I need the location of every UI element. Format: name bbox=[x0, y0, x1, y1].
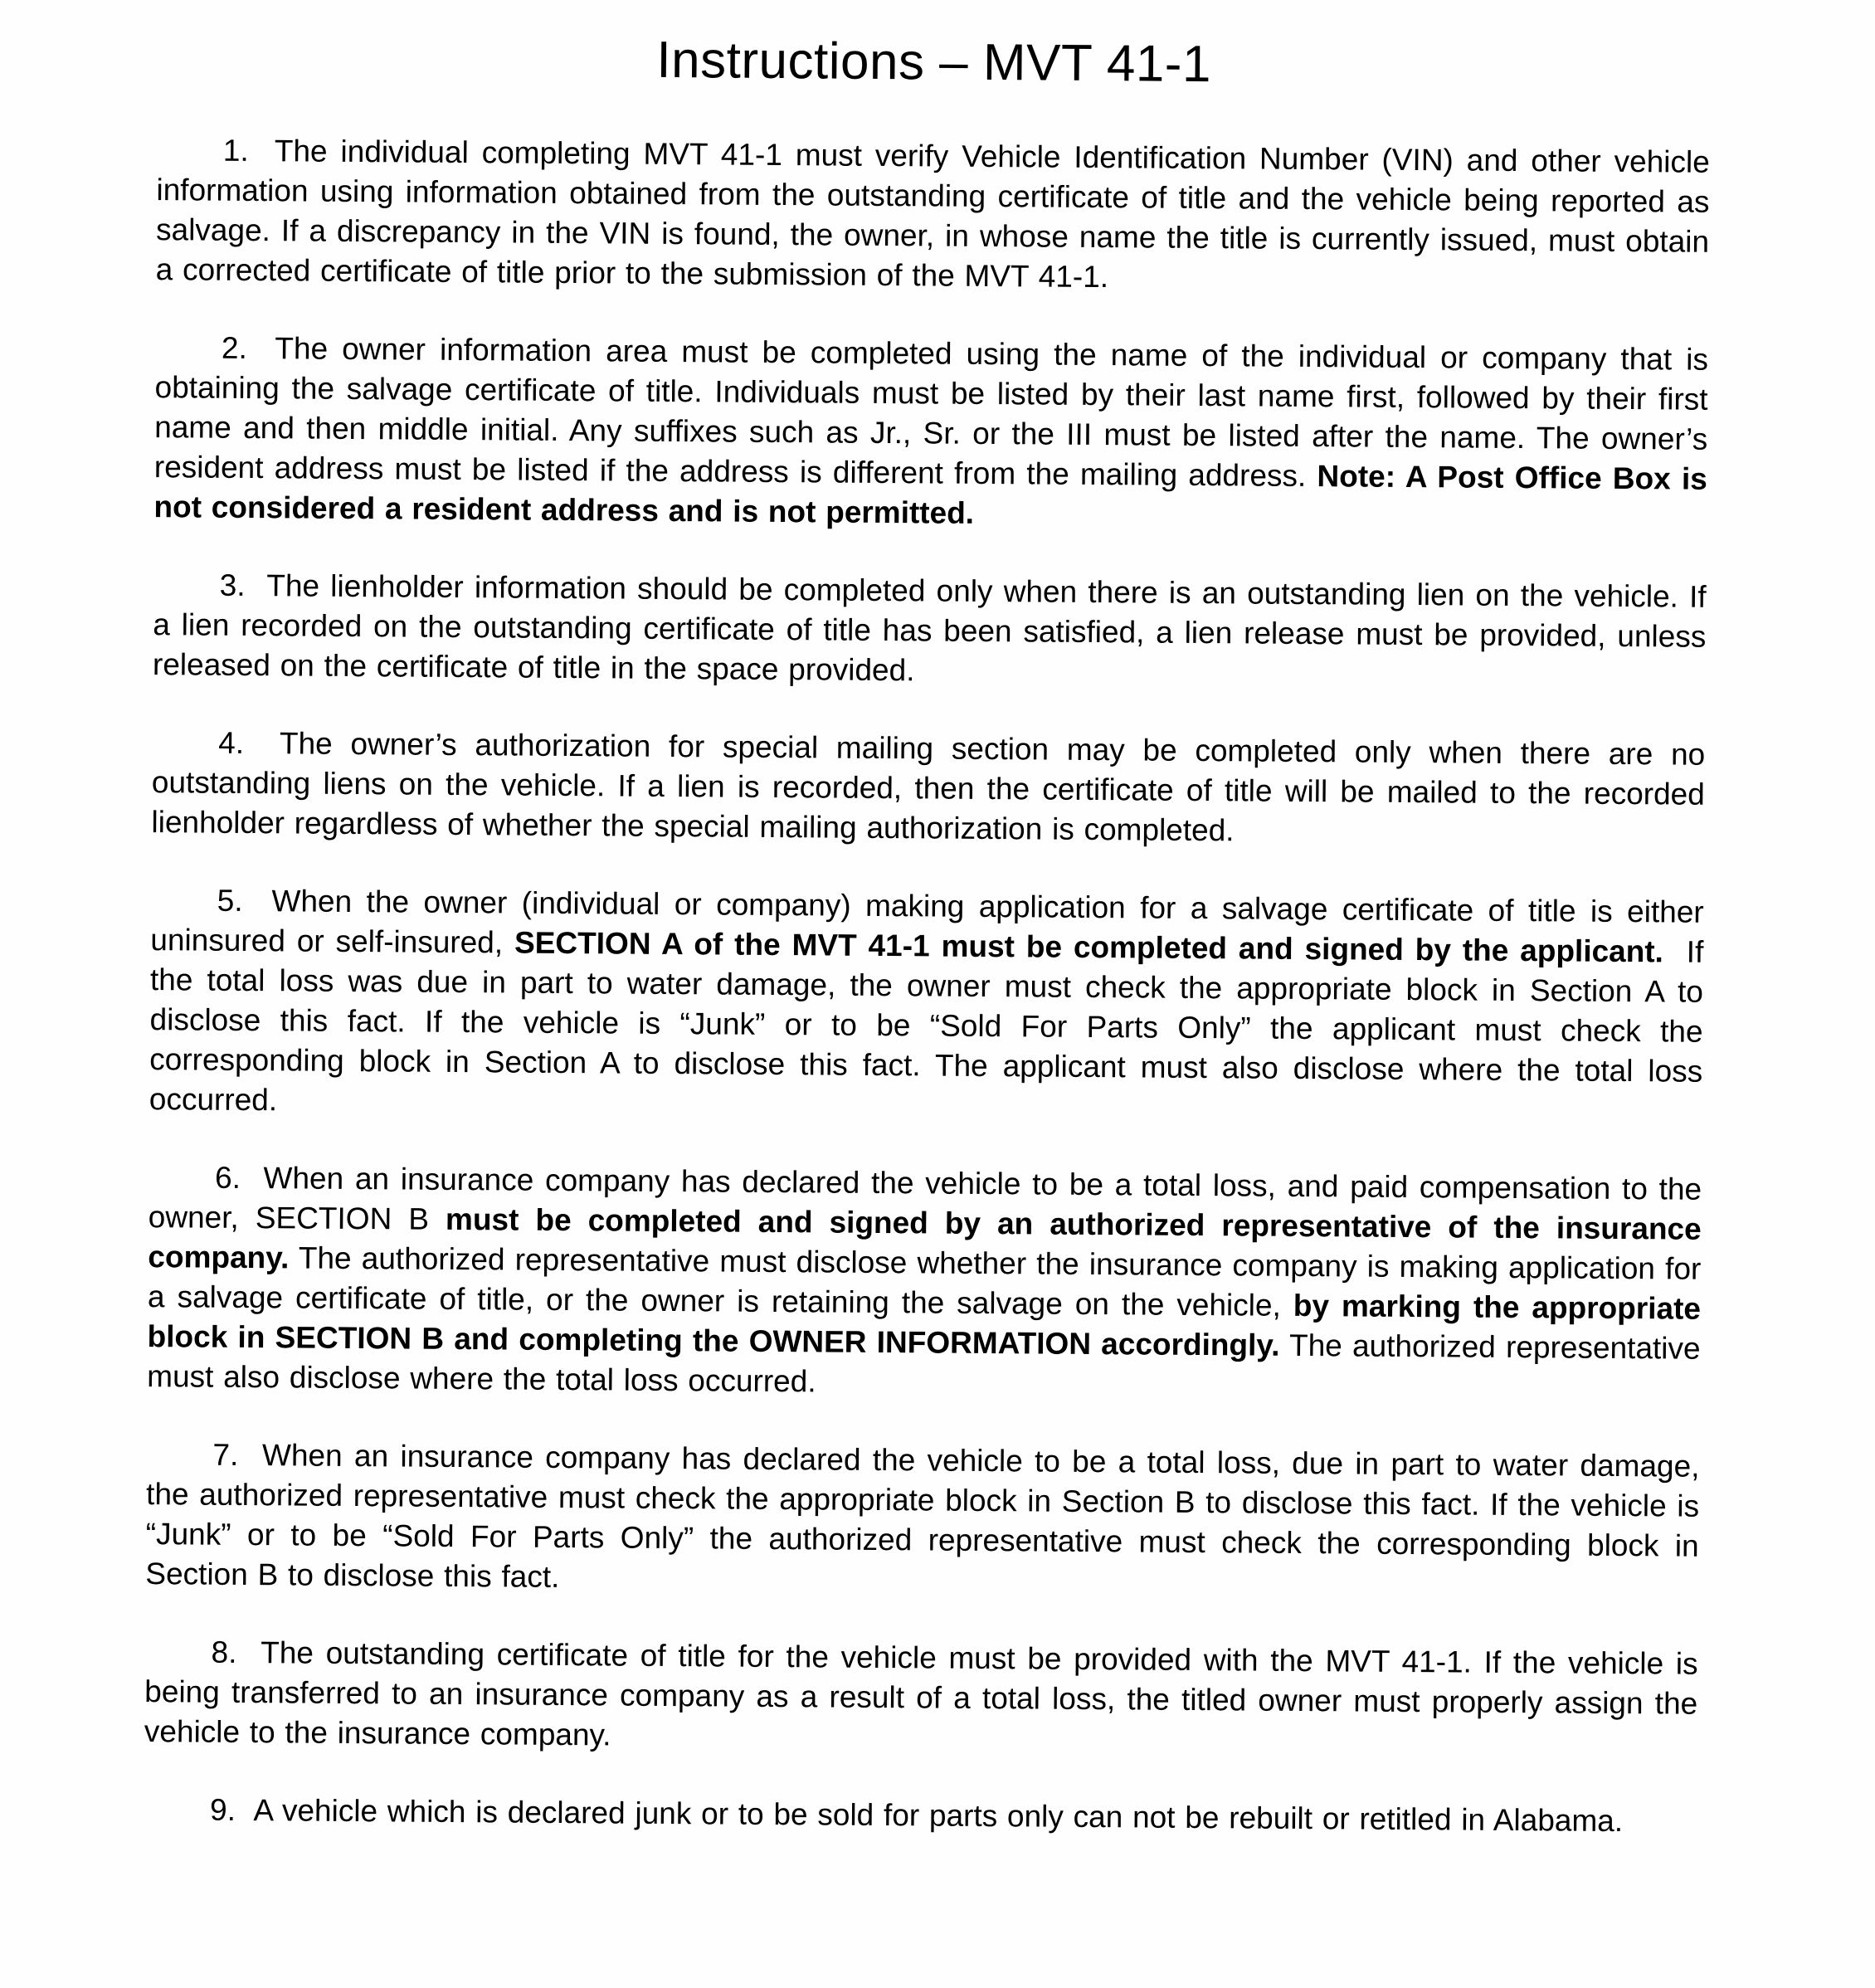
bold-text-run: by marking the appropriate block in SECTION B and completing the OWNER INFORMATION accordingly. bbox=[147, 1288, 1702, 1362]
text-run: 4. The owner’s authorization for special mailing section may be completed only when there are no outstanding liens on the vehicle. If a lien is recorded, then the certificate of title will be mailed to the recorded lienholder regardless of whether the special mailing authorization is completed. bbox=[151, 725, 1706, 848]
instruction-paragraph-4 bbox=[151, 723, 1705, 855]
page-title: Instructions – MVT 41-1 bbox=[656, 31, 1212, 94]
text-run: 9. A vehicle which is declared junk or to be sold for parts only can not be rebuilt or retitled in Alabama. bbox=[209, 1792, 1624, 1839]
text-run: 5. When the owner (individual or company) making application for a salvage certificate of title is either uninsured or self-insured, bbox=[150, 883, 1704, 960]
text-run: 7. When an insurance company has declared the vehicle to be a total loss, due in part to water damage, the authorized representative must check the appropriate block in Section B to disclose this fact. If the vehicle is “Junk” or to be “Sold For Parts Only” the authorized representative must check the corresponding block in Section B to disclose this fact. bbox=[145, 1437, 1700, 1594]
bold-text-run: SECTION A of the MVT 41-1 must be completed and signed by the applicant. bbox=[514, 925, 1664, 969]
instruction-paragraph-2 bbox=[153, 328, 1708, 539]
text-run: The authorized representative must disclose whether the insurance company is making application for a salvage certificate of title, or the owner is retaining the salvage on the vehicle, bbox=[147, 1240, 1702, 1323]
text-run: If the total loss was due in part to water damage, the owner must check the appropriate block in Section A to disclose this fact. If the vehicle is “Junk” or to be “Sold For Parts Only” the applicant must check the corresponding block in Section A to disclose this fact. The applicant must also disclose where the total loss occurred. bbox=[149, 934, 1704, 1118]
instruction-paragraph-9 bbox=[144, 1790, 1697, 1842]
instruction-paragraph-5 bbox=[149, 880, 1704, 1132]
instruction-paragraph-3 bbox=[153, 565, 1707, 697]
instruction-paragraph-8 bbox=[144, 1632, 1698, 1764]
text-run: 6. When an insurance company has declared the vehicle to be a total loss, and paid compensation to the owner, SECTION B bbox=[148, 1160, 1702, 1236]
text-run: 1. The individual completing MVT 41-1 must verify Vehicle Identification Number (VIN) and other vehicle information using information obtained from the outstanding certificate of title and the vehicle being reported as salvage. If a discrepancy in the VIN is found, the owner, in whose name the title is currently issued, must obtain a corrected certificate of title prior to the submission of the MVT 41-1. bbox=[155, 133, 1710, 295]
bold-text-run: Note: A Post Office Box is not considered a resident address and is not permitted. bbox=[153, 459, 1707, 530]
instruction-paragraph-7 bbox=[145, 1435, 1699, 1606]
instruction-paragraph-6 bbox=[147, 1157, 1702, 1409]
text-run: The authorized representative must also disclose where the total loss occurred. bbox=[147, 1328, 1701, 1399]
document-content bbox=[144, 27, 1711, 1842]
instruction-paragraph-1 bbox=[156, 130, 1710, 302]
bold-text-run: must be completed and signed by an authorized representative of the insurance company. bbox=[148, 1201, 1702, 1275]
text-run: 2. The owner information area must be completed using the name of the individual or company that is obtaining the salvage certificate of title. Individuals must be listed by their last name first, followed by their first name and then middle initial. Any suffixes such as Jr., Sr. or the III must be listed after the name. The owner’s resident address must be listed if the address is different from the mailing address. bbox=[153, 330, 1709, 494]
text-run: 8. The outstanding certificate of title for the vehicle must be provided with the MVT 41-1. If the vehicle is being transferred to an insurance company as a result of a total loss, the titled owner must properly assign the vehicle to the insurance company. bbox=[144, 1635, 1698, 1752]
text-run: 3. The lienholder information should be completed only when there is an outstanding lien on the vehicle. If a lien recorded on the outstanding certificate of title has been satisfied, a lien release must be provided, unless released on the certificate of title in the space provided. bbox=[152, 568, 1707, 688]
instructions-list bbox=[144, 130, 1710, 1842]
